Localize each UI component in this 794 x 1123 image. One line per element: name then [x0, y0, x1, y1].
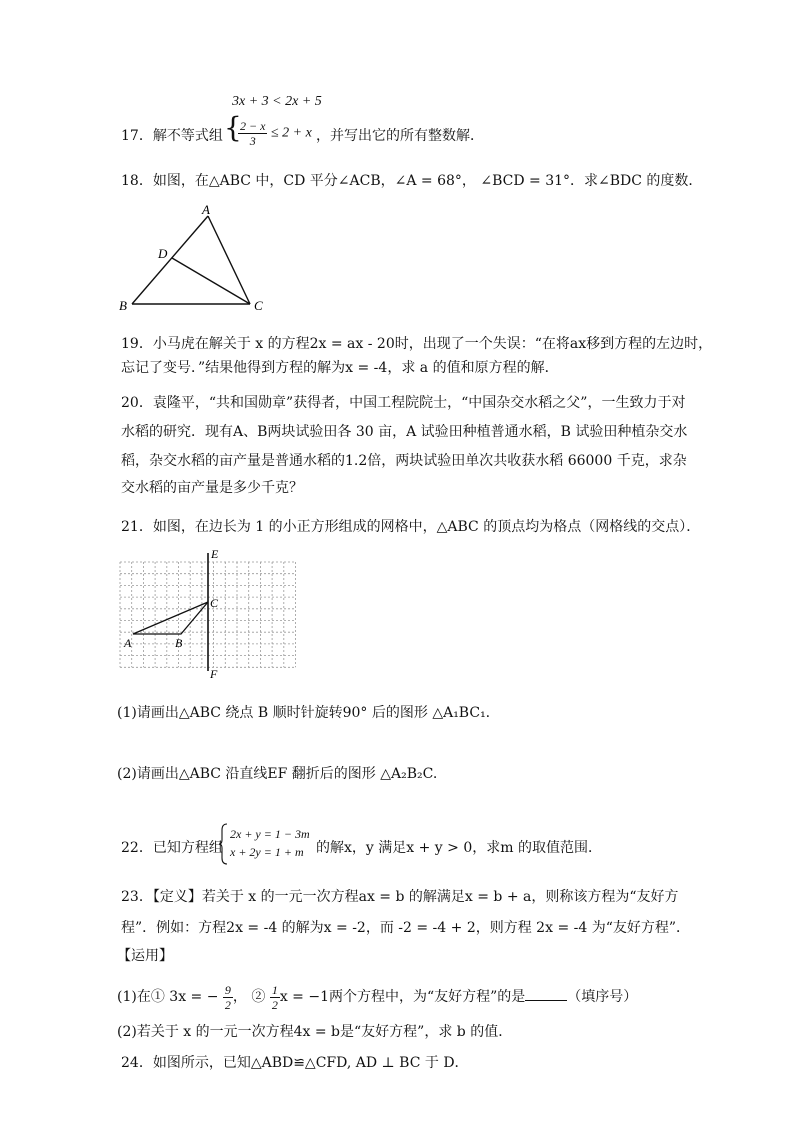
q17-brace: {	[224, 111, 242, 144]
q20-line-4: 交水稻的亩产量是多少千克？	[121, 480, 303, 496]
q23-fraction-2-denominator: 2	[271, 997, 278, 1012]
q18-label-a: A	[202, 202, 210, 217]
q17-prefix-text: 解不等式组	[152, 128, 223, 144]
q22-equation-1: 2x + y = 1 − 3m	[230, 827, 310, 841]
q21-text: 21．如图，在边长为 1 的小正方形组成的网格中，△ABC 的顶点均为格点（网格线的交点）．	[121, 519, 701, 535]
q23-line-1: 23．【定义】若关于 x 的一元一次方程ax = b 的解满足x = b + a，则称该方程为“友好方	[121, 889, 679, 905]
q18-text: 18．如图，在△ABC 中，CD 平分∠ACB，∠A = 68°， ∠BCD = 31°．求∠BDC 的度数．	[121, 173, 703, 189]
q22-prefix: 22．已知方程组	[121, 840, 223, 856]
q17-number: 17．	[121, 128, 153, 144]
q21-label-e: E	[211, 547, 219, 561]
q19-line-2: 忘记了变号．”结果他得到方程的解为x = -4，求 a 的值和原方程的解．	[121, 360, 559, 376]
q17-inequality-1: 3x + 3 < 2x + 5	[232, 94, 322, 109]
q18-label-c: C	[254, 298, 263, 313]
q23-part-1-a: (1)在① 3x = −	[117, 989, 219, 1005]
q23-fraction-1-denominator: 2	[224, 997, 231, 1012]
q23-line-2: 程”．例如：方程2x = -4 的解为x = -2，而 -2 = -4 + 2，则方程 2x = -4 为“友好方程”．	[121, 920, 691, 936]
q20-line-2: 水稻的研究．现有A、B两块试验田各 30 亩，A 试验田种植普通水稻，B 试验田种植杂交水	[121, 424, 688, 440]
q17-inequality-2	[238, 119, 312, 148]
q18-triangle-figure	[110, 198, 280, 316]
q23-part-1-d: （填序号）	[567, 989, 638, 1005]
q23-fraction-1-numerator: 9	[224, 982, 231, 997]
q21-label-b: B	[175, 636, 183, 650]
q23-part-2: (2)若关于 x 的一元一次方程4x = b是“友好方程”，求 b 的值．	[117, 1024, 513, 1040]
q17-fraction	[238, 119, 267, 148]
q23-part-1	[117, 980, 637, 1014]
q22-brace	[219, 822, 229, 866]
q18-label-d: D	[158, 246, 168, 261]
q17-fraction-denominator: 3	[249, 134, 256, 148]
q20-line-3: 稻，杂交水稻的亩产量是普通水稻的1.2倍，两块试验田单次共收获水稻 66000 千克，求杂	[121, 453, 687, 469]
q22-suffix: 的解x，y 满足x + y > 0，求m 的取值范围．	[316, 840, 602, 856]
q23-fraction-2	[270, 983, 280, 1012]
q17-fraction-numerator: 2 − x	[240, 119, 266, 133]
q21-grid-figure	[112, 545, 302, 680]
q18-side-ac	[208, 216, 250, 304]
q17-prefix	[121, 126, 223, 146]
q22-system	[230, 825, 310, 861]
q24-text: 24．如图所示，已知△ABD≌△CFD, AD ⊥ BC 于 D．	[121, 1055, 469, 1071]
q23-part-1-b: ， ②	[232, 989, 266, 1005]
q21-label-a: A	[124, 636, 132, 650]
q18-side-ab	[132, 216, 208, 304]
q22-equation-2: x + 2y = 1 + m	[230, 845, 304, 859]
q21-label-f: F	[210, 667, 218, 680]
q23-fraction-1	[223, 983, 233, 1012]
q21-label-c: C	[210, 596, 219, 610]
q17-suffix: ，并写出它的所有整数解．	[316, 128, 484, 144]
q20-line-1: 20．袁隆平，“共和国勋章”获得者，中国工程院院士，“中国杂交水稻之父”，一生致力于对	[121, 395, 686, 411]
q23-answer-blank[interactable]	[525, 986, 567, 1001]
q21-part-1: (1)请画出△ABC 绕点 B 顺时针旋转90° 后的图形 △A₁BC₁.	[117, 705, 491, 721]
q18-label-b: B	[119, 298, 127, 313]
q17-rhs: ≤ 2 + x	[270, 125, 312, 141]
q21-triangle-abc	[133, 602, 208, 634]
q23-section-heading: 【运用】	[117, 948, 173, 964]
q23-part-1-c: x = −1两个方程中，为“友好方程”的是	[279, 989, 526, 1005]
q23-fraction-2-numerator: 1	[271, 982, 278, 997]
q19-line-1: 19．小马虎在解关于 x 的方程2x = ax - 20时，出现了一个失误：“在将ax移到方程的左边时，	[121, 336, 713, 352]
q21-part-2: (2)请画出△ABC 沿直线EF 翻折后的图形 △A₂B₂C.	[117, 766, 438, 782]
